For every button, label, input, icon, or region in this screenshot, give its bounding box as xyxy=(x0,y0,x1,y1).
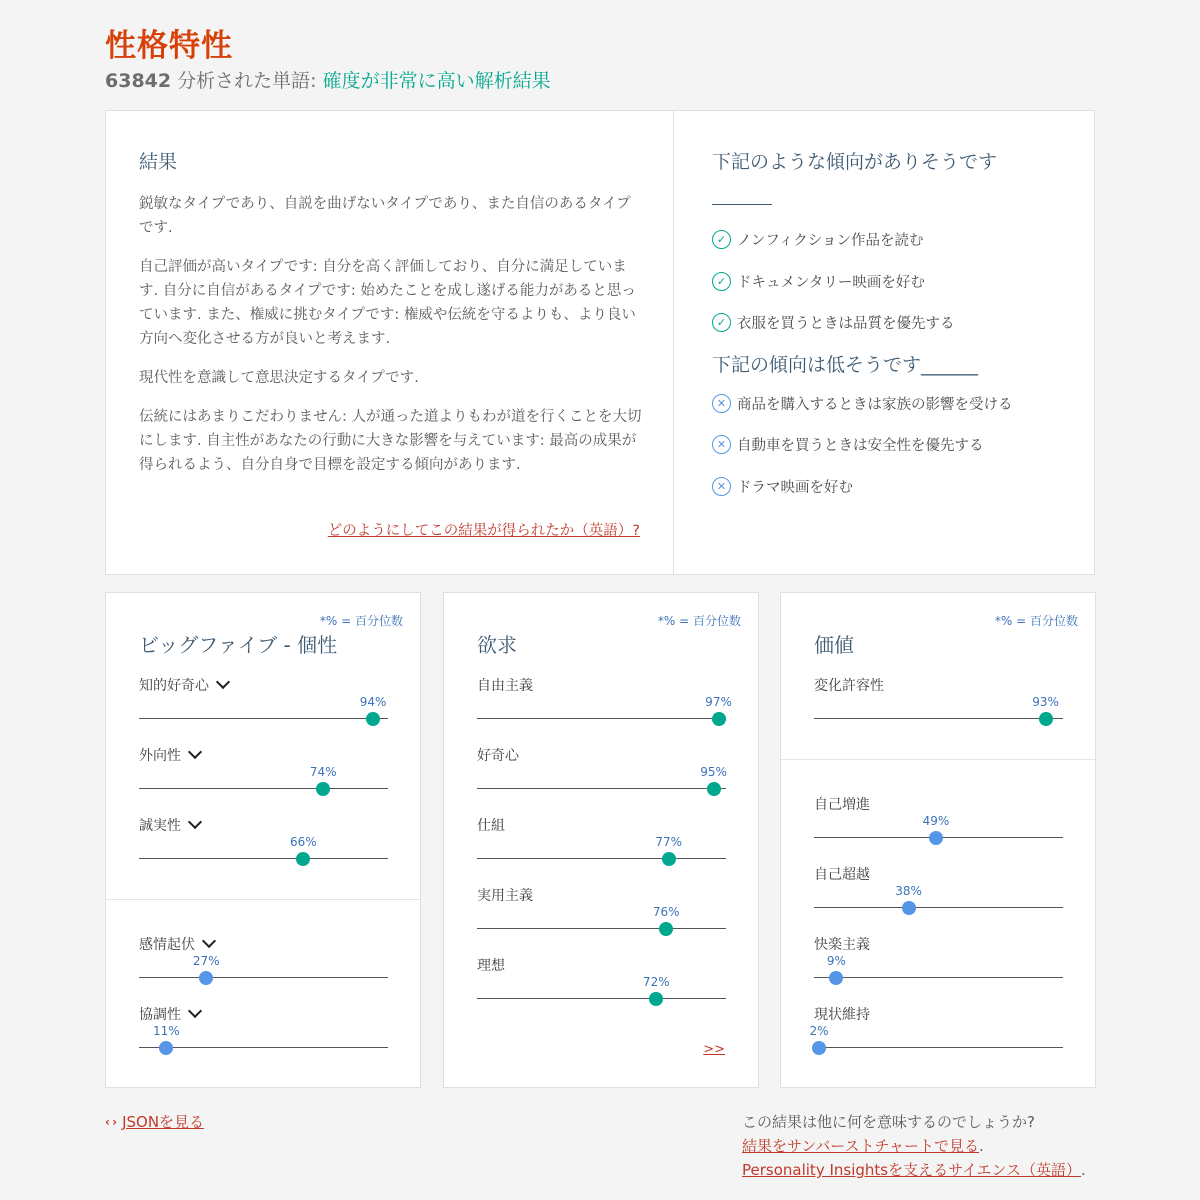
likely-item xyxy=(712,302,1072,344)
percentile-note: *% = 百分位数 xyxy=(657,614,741,628)
trait-marker xyxy=(812,1041,826,1055)
trait-percent: 94% xyxy=(359,695,387,709)
trait-marker xyxy=(902,901,916,915)
trait-label: 自己増進 xyxy=(814,797,870,813)
summary-heading: 結果 xyxy=(139,151,178,173)
need-curiosity xyxy=(477,745,726,805)
trait-percent: 66% xyxy=(289,835,317,849)
value-conservation xyxy=(809,1004,1063,1064)
how-results-link[interactable]: どのようにしてこの結果が得られたか（英語）? xyxy=(327,523,640,539)
words-label: 分析された単語: xyxy=(171,70,323,92)
check-circle-icon: ✓ xyxy=(712,313,731,332)
trait-label: 協調性 xyxy=(139,1007,181,1023)
likely-item xyxy=(712,219,1072,261)
value-openness-to-change xyxy=(814,675,1063,735)
trait-percent: 77% xyxy=(655,835,683,849)
period: . xyxy=(1081,1161,1086,1179)
footer-links xyxy=(742,1110,1086,1182)
trait-label: 好奇心 xyxy=(477,748,519,764)
trait-label: 変化許容性 xyxy=(814,678,884,694)
trait-marker xyxy=(929,831,943,845)
analysis-subtitle xyxy=(105,66,551,93)
trait-track xyxy=(139,788,388,789)
trait-percent: 49% xyxy=(922,814,950,828)
trait-label: 知的好奇心 xyxy=(139,678,209,694)
trait-track xyxy=(477,998,726,999)
trait-percent: 38% xyxy=(895,884,922,898)
likely-item-label: 衣服を買うときは品質を優先する xyxy=(737,316,955,333)
trait-label: 仕組 xyxy=(477,818,505,834)
trait-marker xyxy=(659,922,673,936)
need-structure xyxy=(477,815,726,875)
check-circle-icon: ✓ xyxy=(712,230,731,249)
need-practicality xyxy=(477,885,726,945)
trait-track xyxy=(139,718,388,719)
x-circle-icon: ✕ xyxy=(712,477,731,496)
trait-percent: 11% xyxy=(153,1024,180,1038)
section-divider xyxy=(106,899,420,900)
json-link-area xyxy=(105,1111,204,1132)
needs-title: 欲求 xyxy=(477,633,517,657)
trait-track xyxy=(477,788,726,789)
big-five-title: ビッグファイブ - 個性 xyxy=(139,633,338,657)
period: . xyxy=(979,1137,984,1155)
check-circle-icon: ✓ xyxy=(712,272,731,291)
trait-track xyxy=(139,977,388,978)
trait-marker xyxy=(829,971,843,985)
trait-marker xyxy=(366,712,380,726)
trait-percent: 74% xyxy=(309,765,337,779)
sunburst-link[interactable]: 結果をサンバーストチャートで見る xyxy=(742,1137,980,1155)
unlikely-item-label: 自動車を買うときは安全性を優先する xyxy=(737,438,984,455)
likely-item-label: ノンフィクション作品を読む xyxy=(737,233,924,250)
confidence-label: 確度が非常に高い解析結果 xyxy=(322,70,551,92)
summary-divider xyxy=(673,111,674,574)
science-link[interactable]: Personality Insightsを支えるサイエンス（英語） xyxy=(742,1161,1081,1179)
trait-percent: 95% xyxy=(700,765,727,779)
more-needs-link[interactable]: >> xyxy=(703,1042,725,1057)
chevron-down-icon[interactable] xyxy=(216,675,230,689)
trait-openness[interactable] xyxy=(139,675,388,735)
value-self-transcendence xyxy=(814,864,1063,924)
trait-label: 誠実性 xyxy=(139,818,181,834)
summary-paragraph: 鋭敏なタイプであり、自説を曲げないタイプであり、また自信のあるタイプです. xyxy=(139,196,631,236)
trait-track xyxy=(477,858,726,859)
trait-label: 感情起伏 xyxy=(139,937,195,953)
trait-extraversion[interactable] xyxy=(139,745,388,805)
trait-track xyxy=(139,858,388,859)
trait-marker xyxy=(712,712,726,726)
values-card xyxy=(780,592,1096,1088)
section-divider xyxy=(781,759,1095,760)
trait-label: 自己超越 xyxy=(814,867,870,883)
trait-percent: 27% xyxy=(192,954,220,968)
need-ideal xyxy=(477,955,726,1015)
trait-percent: 97% xyxy=(705,695,732,709)
trait-marker xyxy=(199,971,213,985)
chevron-down-icon[interactable] xyxy=(188,1004,202,1018)
likely-item xyxy=(712,261,1072,303)
trait-label: 実用主義 xyxy=(477,888,533,904)
trait-marker xyxy=(649,992,663,1006)
trait-marker xyxy=(159,1041,173,1055)
likely-heading: 下記のような傾向がありそうです xyxy=(712,151,998,173)
trait-track xyxy=(477,718,726,719)
trait-label: 自由主義 xyxy=(477,678,533,694)
percentile-note: *% = 百分位数 xyxy=(994,614,1078,628)
unlikely-item xyxy=(712,466,1072,508)
chevron-down-icon[interactable] xyxy=(202,934,216,948)
trait-track xyxy=(139,1047,388,1048)
trait-label: 外向性 xyxy=(139,748,181,764)
chevron-down-icon[interactable] xyxy=(188,815,202,829)
page-title: 性格特性 xyxy=(105,28,233,64)
trait-label: 現状維持 xyxy=(814,1007,870,1023)
trait-percent: 93% xyxy=(1032,695,1059,709)
heading-underline xyxy=(712,204,772,205)
word-count: 63842 xyxy=(105,70,172,92)
trait-agreeableness[interactable] xyxy=(139,1004,388,1064)
summary-card xyxy=(105,110,1095,575)
trait-percent: 76% xyxy=(652,905,680,919)
summary-text xyxy=(139,147,644,492)
trait-track xyxy=(814,907,1063,908)
summary-paragraph: 自己評価が高いタイプです: 自分を高く評価しており、自分に満足しています. 自分に自信があるタイプです: 始めたことを成し遂げる能力があると思っています. また、権威に挑むタイプです: 権威や伝統を守るよりも、より良い方向へ変化させる方が良いと考えます. xyxy=(139,259,636,347)
trait-percent: 9% xyxy=(826,954,846,968)
likely-item-label: ドキュメンタリー映画を好む xyxy=(737,274,925,291)
view-json-link[interactable]: JSONを見る xyxy=(122,1113,205,1131)
x-circle-icon: ✕ xyxy=(712,394,731,413)
behaviors-panel xyxy=(712,147,1072,507)
need-liberty xyxy=(477,675,732,735)
trait-marker xyxy=(707,782,721,796)
trait-track xyxy=(814,1047,1063,1048)
x-circle-icon: ✕ xyxy=(712,435,731,454)
trait-marker xyxy=(316,782,330,796)
trait-emotional-range[interactable] xyxy=(139,934,388,994)
unlikely-item xyxy=(712,383,1072,425)
summary-paragraph: 伝統にはあまりこだわりません: 人が通った道よりもわが道を行くことを大切にします. 自主性があなたの行動に大きな影響を与えています: 最高の成果が得られるよう、自分自身で目標を設定する傾向があります. xyxy=(139,409,642,473)
unlikely-item-label: 商品を購入するときは家族の影響を受ける xyxy=(737,396,1013,413)
summary-paragraph: 現代性を意識して意思決定するタイプです. xyxy=(139,370,419,386)
value-self-enhancement xyxy=(814,794,1063,854)
trait-label: 快楽主義 xyxy=(814,937,870,953)
footer-question: この結果は他に何を意味するのでしょうか? xyxy=(742,1113,1035,1131)
trait-percent: 72% xyxy=(642,975,670,989)
unlikely-item xyxy=(712,424,1072,466)
trait-marker xyxy=(296,852,310,866)
chevron-down-icon[interactable] xyxy=(188,745,202,759)
percentile-note: *% = 百分位数 xyxy=(319,614,403,628)
trait-percent: 2% xyxy=(809,1024,829,1038)
trait-marker xyxy=(662,852,676,866)
trait-conscientiousness[interactable] xyxy=(139,815,388,875)
values-title: 価値 xyxy=(814,633,854,657)
trait-label: 理想 xyxy=(477,958,505,974)
trait-marker xyxy=(1039,712,1053,726)
trait-track xyxy=(814,977,1063,978)
trait-track xyxy=(477,928,726,929)
unlikely-heading: 下記の傾向は低そうです______ xyxy=(712,353,979,376)
needs-card xyxy=(443,592,759,1088)
unlikely-item-label: ドラマ映画を好む xyxy=(737,479,853,496)
trait-track xyxy=(814,718,1063,719)
code-icon: ‹ › xyxy=(105,1114,117,1129)
value-hedonism xyxy=(814,934,1063,994)
big-five-card xyxy=(105,592,421,1088)
